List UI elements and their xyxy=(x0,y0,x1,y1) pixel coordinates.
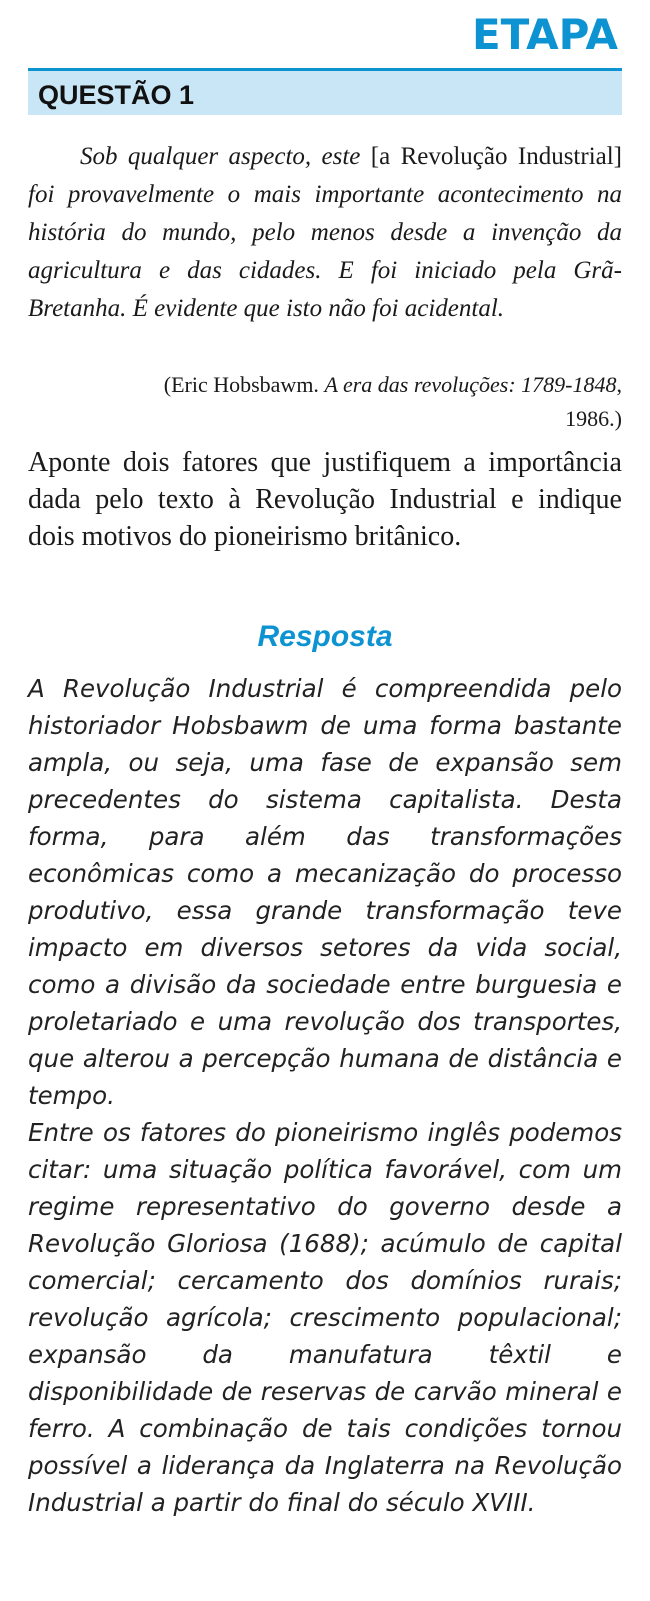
quote-citation xyxy=(162,368,622,436)
citation-year: , 1986.) xyxy=(565,372,622,431)
answer-body xyxy=(28,670,622,1521)
question-text: Aponte dois fatores que justifiquem a importância dada pelo texto à Revolução Industrial e indique dois motivos do pioneirismo britânico. xyxy=(28,447,622,552)
question-title: QUESTÃO 1 xyxy=(38,80,195,110)
quote-bracket: [a Revolução Industrial] xyxy=(370,143,623,170)
answer-title: Resposta xyxy=(257,620,393,653)
citation-author: (Eric Hobsbawm. xyxy=(163,372,319,397)
brand-logo: ETAPA xyxy=(471,10,618,59)
citation-title: A era das revoluções: 1789-1848 xyxy=(324,372,617,397)
quote-block xyxy=(28,138,622,328)
answer-paragraph-2: Entre os fatores do pioneirismo inglês podemos citar: uma situação política favorável, com um regime representativo do governo desde a Revolução Gloriosa (1688); acúmulo de capital comercial; cercamento dos domínios rurais; revolução agrícola; crescimento populacional; expansão da manufatura têxtil e disponibilidade de reservas de carvão mineral e ferro. A combinação de tais condições tornou possível a liderança da Inglaterra na Revolução Industrial a partir do final do século XVIII. xyxy=(28,1118,622,1517)
answer-paragraph-1: A Revolução Industrial é compreendida pelo historiador Hobsbawm de uma forma bastante ampla, ou seja, uma fase de expansão sem precedentes do sistema capitalista. Desta forma, para além das transformações econômicas como a mecanização do processo produtivo, essa grande transformação teve impacto em diversos setores da vida social, como a divisão da sociedade entre burguesia e proletariado e uma revolução dos transportes, que alterou a percepção humana de distância e tempo. xyxy=(28,674,622,1110)
quote-part-1: Sob qualquer aspecto, este xyxy=(80,143,361,170)
quote-part-2: foi provavelmente o mais importante acontecimento na história do mundo, pelo menos desde a invenção da agricultura e das cidades. E foi iniciado pela Grã-Bretanha. É evidente que isto não foi acidental. xyxy=(28,181,622,322)
